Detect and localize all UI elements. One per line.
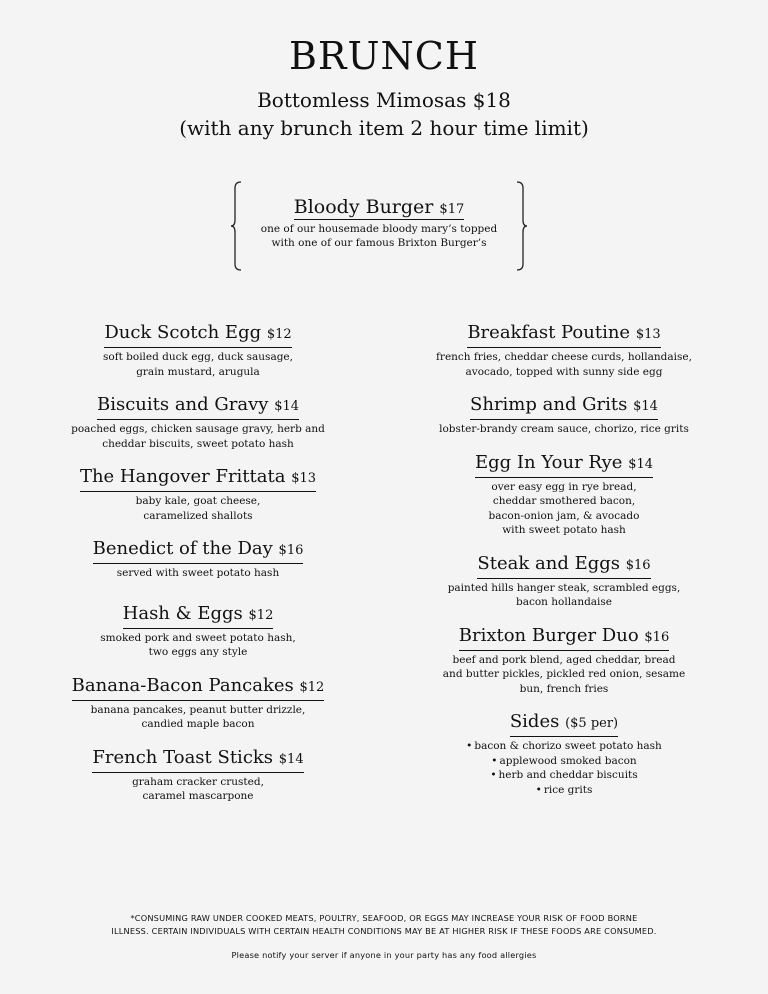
item-desc-line: served with sweet potato hash (116, 567, 280, 579)
item-title: Steak and Eggs (477, 552, 620, 574)
item-desc-line: grain mustard, arugula (136, 365, 260, 378)
item-desc-line: graham cracker crusted, (132, 775, 264, 788)
item-desc-line: bacon hollandaise (515, 596, 613, 608)
item-title: Brixton Burger Duo (458, 624, 639, 646)
item-desc-line: with sweet potato hash (502, 524, 626, 536)
item-desc-line: caramel mascarpone (142, 790, 254, 802)
item-title: Banana-Bacon Pancakes (71, 674, 294, 696)
menu-item (394, 553, 734, 610)
menu-item (28, 394, 368, 451)
featured-item-description (231, 222, 527, 250)
menu-item (28, 747, 368, 804)
sides-list (394, 739, 734, 797)
item-desc-line: over easy egg in rye bread, (491, 480, 637, 493)
item-title: Breakfast Poutine (467, 322, 631, 343)
item-price: $12 (248, 607, 274, 623)
side-item: • applewood smoked bacon (394, 754, 734, 769)
menu-item (28, 538, 368, 581)
menu-item (28, 466, 368, 523)
item-desc-line: smoked pork and sweet potato hash, (100, 631, 296, 644)
menu-item (28, 322, 368, 379)
item-desc-line: cheddar biscuits, sweet potato hash (102, 437, 294, 450)
item-title: Hash & Eggs (122, 602, 243, 624)
menu-item (28, 603, 368, 660)
item-desc-line: poached eggs, chicken sausage gravy, herb and (71, 423, 325, 435)
item-desc-line: bacon-onion jam, & avocado (488, 509, 640, 522)
item-price: $16 (278, 543, 304, 558)
featured-item-name (294, 196, 465, 220)
left-menu-column (28, 322, 368, 819)
item-price: $14 (278, 751, 304, 767)
mimosa-offer: Bottomless Mimosas $18 (257, 88, 511, 112)
side-item: • rice grits (394, 783, 734, 798)
featured-desc-line: one of our housemade bloody mary’s topped (260, 223, 498, 235)
item-price: $12 (266, 327, 292, 342)
item-desc-line: avocado, topped with sunny side egg (465, 365, 663, 378)
item-desc-line: beef and pork blend, aged cheddar, bread (452, 653, 676, 666)
item-desc-line: and butter pickles, pickled red onion, sesame (442, 668, 686, 680)
menu-item (394, 322, 734, 379)
mimosa-condition: (with any brunch item 2 hour time limit) (179, 116, 589, 140)
item-price: $13 (635, 327, 661, 342)
featured-item-price: $17 (439, 202, 465, 217)
item-desc-line: banana pancakes, peanut butter drizzle, (90, 703, 306, 716)
side-item: • bacon & chorizo sweet potato hash (394, 739, 734, 754)
item-price: $16 (644, 629, 670, 645)
item-title: Shrimp and Grits (470, 394, 628, 415)
item-desc-line: cheddar smothered bacon, (492, 495, 636, 507)
sides-title: Sides (509, 711, 560, 732)
featured-desc-line: with one of our famous Brixton Burger’s (271, 237, 487, 249)
item-price: $13 (291, 471, 317, 486)
menu-item (28, 675, 368, 732)
menu-item (394, 452, 734, 538)
disclaimer-line: ILLNESS. CERTAIN INDIVIDUALS WITH CERTAIN HEALTH CONDITIONS MAY BE AT HIGHER RISK IF THESE FOODS ARE CONSUMED. (111, 926, 657, 936)
food-safety-disclaimer (0, 912, 768, 938)
item-title: Benedict of the Day (92, 538, 273, 559)
sides-section (394, 711, 734, 797)
item-desc-line: bun, french fries (519, 682, 609, 695)
side-item: • herb and cheddar biscuits (394, 768, 734, 783)
item-desc-line: caramelized shallots (143, 509, 253, 522)
item-title: French Toast Sticks (92, 746, 274, 768)
item-desc-line: baby kale, goat cheese, (135, 495, 261, 507)
item-title: Egg In Your Rye (474, 451, 623, 473)
disclaimer-line: *CONSUMING RAW UNDER COOKED MEATS, POULTRY, SEAFOOD, OR EGGS MAY INCREASE YOUR RISK OF FOOD BORNE (130, 913, 638, 923)
allergy-note: Please notify your server if anyone in your party has any food allergies (231, 950, 537, 960)
item-title: Duck Scotch Egg (104, 322, 262, 343)
item-price: $14 (633, 399, 658, 414)
sides-price: ($5 per) (565, 716, 619, 731)
item-price: $14 (274, 399, 300, 414)
page-title: BRUNCH (288, 34, 480, 78)
item-desc-line: candied maple bacon (141, 718, 255, 730)
right-menu-column (394, 322, 734, 812)
menu-item (394, 394, 734, 437)
item-desc-line: two eggs any style (148, 646, 248, 658)
featured-item-title: Bloody Burger (293, 196, 434, 218)
item-title: Biscuits and Gravy (96, 394, 269, 415)
item-title: The Hangover Frittata (79, 466, 286, 487)
item-price: $12 (299, 679, 325, 695)
item-desc-line: painted hills hanger steak, scrambled eggs, (447, 581, 681, 594)
item-desc-line: lobster-brandy cream sauce, chorizo, rice grits (439, 423, 689, 435)
item-desc-line: french fries, cheddar cheese curds, hollandaise, (436, 351, 692, 363)
item-price: $14 (628, 456, 654, 472)
item-desc-line: soft boiled duck egg, duck sausage, (103, 351, 293, 363)
item-price: $16 (625, 557, 651, 573)
featured-item-box (231, 180, 527, 272)
menu-item (394, 625, 734, 697)
